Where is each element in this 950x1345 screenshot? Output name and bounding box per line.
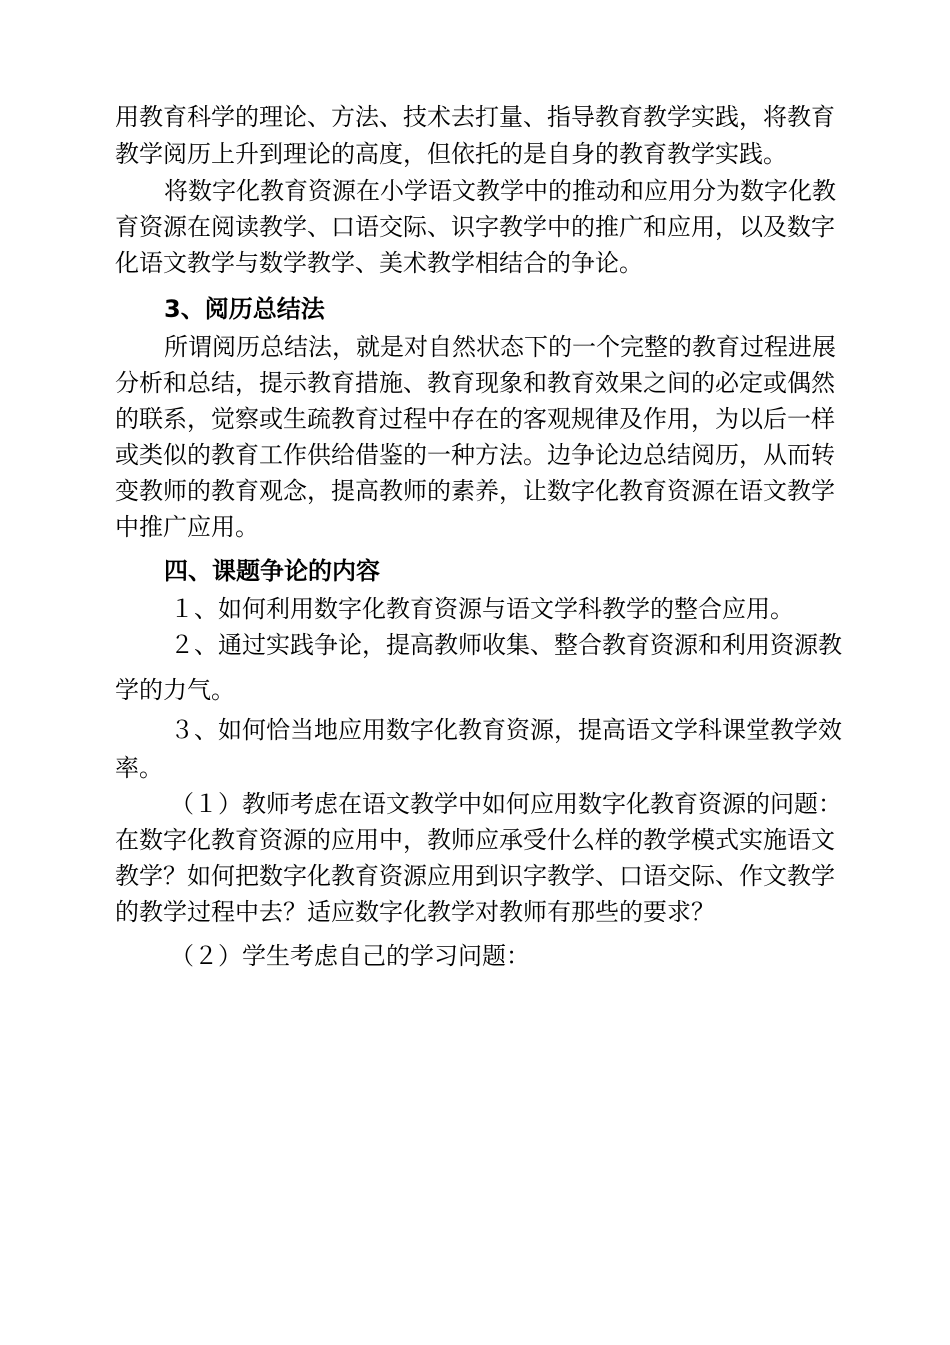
subitem-1-line-3: 教学？如何把数字化教育资源应用到识字教学、口语交际、作文教学 [115, 862, 835, 890]
paragraph-3-line-3: 的联系，觉察或生疏教育过程中存在的客观规律及作用，为以后一样 [115, 405, 835, 433]
subitem-1-line-1: （１）教师考虑在语文教学中如何应用数字化教育资源的问题： [170, 790, 842, 818]
paragraph-1-line-2: 教学阅历上升到理论的高度，但依托的是自身的教育教学实践。 [115, 140, 787, 168]
paragraph-2-line-2: 育资源在阅读教学、口语交际、识字教学中的推广和应用，以及数字 [115, 213, 835, 241]
section-heading-3: 3、阅历总结法 [164, 295, 325, 323]
paragraph-3-line-1: 所谓阅历总结法，就是对自然状态下的一个完整的教育过程进展 [164, 333, 836, 361]
subitem-1-line-2: 在数字化教育资源的应用中，教师应承受什么样的教学模式实施语文 [115, 826, 835, 854]
item-2-line-1: ２、通过实践争论，提高教师收集、整合教育资源和利用资源教 [170, 631, 842, 659]
paragraph-2-line-3: 化语文教学与数学教学、美术教学相结合的争论。 [115, 249, 643, 277]
paragraph-2-line-1: 将数字化教育资源在小学语文教学中的推动和应用分为数字化教 [164, 177, 836, 205]
item-3-line-2: 率。 [115, 754, 163, 782]
paragraph-3-line-5: 变教师的教育观念，提高教师的素养，让数字化教育资源在语文教学 [115, 477, 835, 505]
paragraph-1-line-1: 用教育科学的理论、方法、技术去打量、指导教育教学实践，将教育 [115, 103, 835, 131]
paragraph-3-line-4: 或类似的教育工作供给借鉴的一种方法。边争论边总结阅历，从而转 [115, 441, 835, 469]
paragraph-3-line-6: 中推广应用。 [115, 513, 259, 541]
item-1-line-1: １、如何利用数字化教育资源与语文学科教学的整合应用。 [170, 595, 794, 623]
subitem-2-line-1: （２）学生考虑自己的学习问题： [170, 942, 530, 970]
item-3-line-1: ３、如何恰当地应用数字化教育资源，提高语文学科课堂教学效 [170, 716, 842, 744]
paragraph-3-line-2: 分析和总结，提示教育措施、教育现象和教育效果之间的必定或偶然 [115, 369, 835, 397]
subitem-1-line-4: 的教学过程中去？适应数字化教学对教师有那些的要求？ [115, 898, 715, 926]
section-heading-4: 四、课题争论的内容 [164, 557, 380, 585]
item-2-line-2: 学的力气。 [115, 676, 235, 704]
